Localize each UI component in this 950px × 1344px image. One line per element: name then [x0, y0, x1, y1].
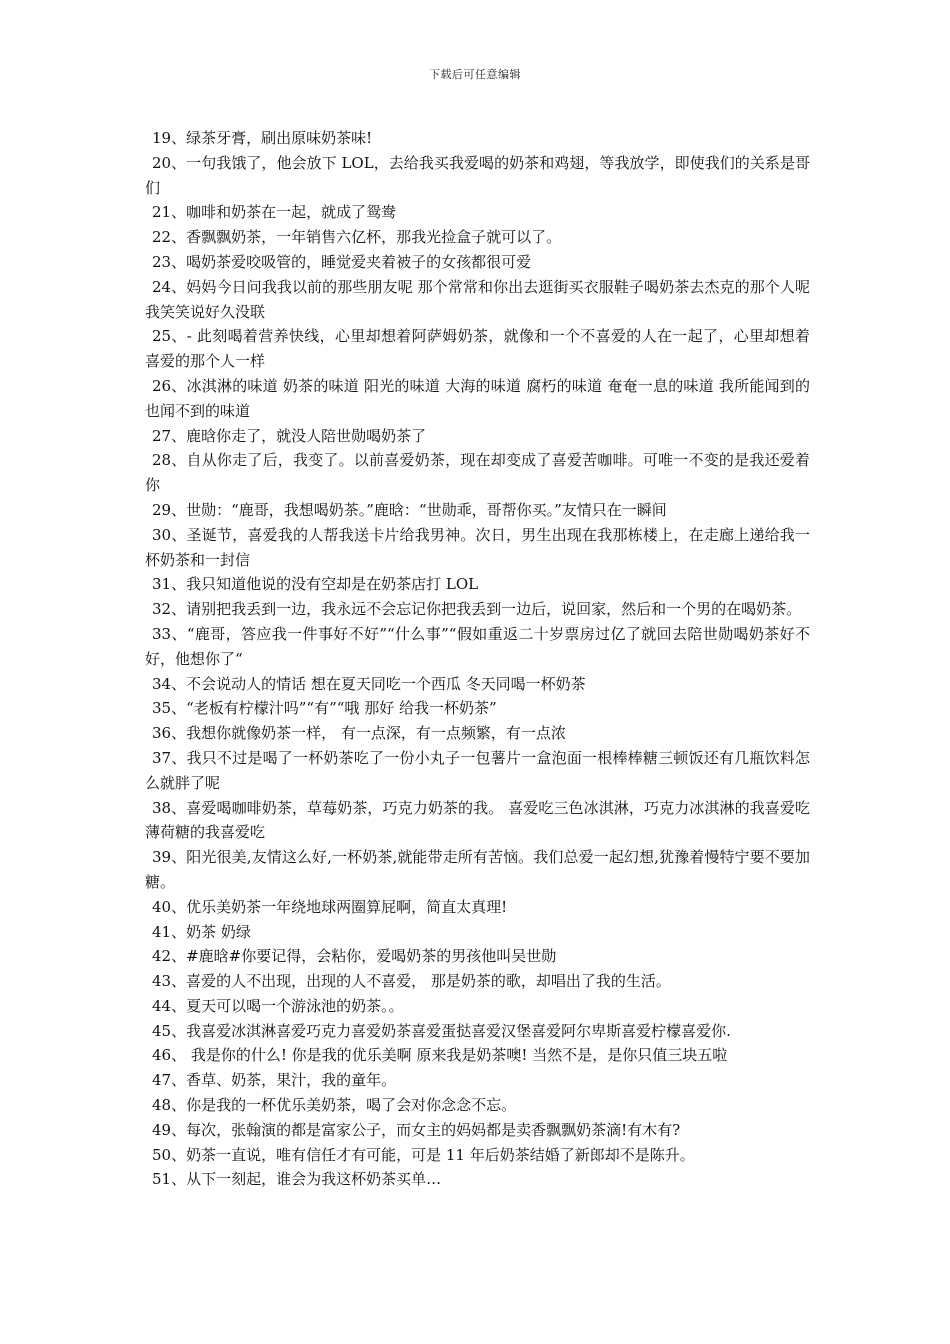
list-item: 36、我想你就像奶茶一样， 有一点深，有一点频繁，有一点浓	[152, 724, 566, 743]
list-item: 34、不会说动人的情话 想在夏天同吃一个西瓜 冬天同喝一杯奶茶	[152, 674, 586, 693]
list-item: 24、妈妈今日问我我以前的那些朋友呢 那个常常和你出去逛街买衣服鞋子喝奶茶去杰克的那个人呢 我笑笑说好久没联	[145, 277, 810, 321]
list-item: 44、夏天可以喝一个游泳池的奶茶。。	[152, 996, 404, 1015]
list-item: 37、我只不过是喝了一杯奶茶吃了一份小丸子一包薯片一盒泡面一根棒棒糖三顿饭还有几瓶饮料怎么就胖了呢	[145, 748, 810, 792]
list-item: 43、喜爱的人不出现，出现的人不喜爱， 那是奶茶的歌，却唱出了我的生活。	[152, 972, 671, 991]
list-item: 35、“老板有柠檬汁吗”“有”“哦 那好 给我一杯奶茶”	[152, 699, 497, 718]
list-item: 29、世勋：“鹿哥，我想喝奶茶。”鹿晗：“世勋乖，哥帮你买。”友情只在一瞬间	[152, 500, 667, 519]
list-item: 26、冰淇淋的味道 奶茶的味道 阳光的味道 大海的味道 腐朽的味道 奄奄一息的味道 我所能闻到的也闻不到的味道	[145, 376, 810, 420]
list-item: 45、我喜爱冰淇淋喜爱巧克力喜爱奶茶喜爱蛋挞喜爱汉堡喜爱阿尔卑斯喜爱柠檬喜爱你.	[152, 1021, 731, 1040]
list-item: 39、阳光很美,友情这么好,一杯奶茶,就能带走所有苦恼。我们总爱一起幻想,犹豫着慢特宁要不要加糖。	[145, 848, 810, 891]
list-item: 40、优乐美奶茶一年绕地球两圈算屁啊，简直太真理!	[152, 897, 508, 916]
list-item: 30、圣诞节，喜爱我的人帮我送卡片给我男神。次日，男生出现在我那栋楼上，在走廊上递给我一杯奶茶和一封信	[145, 525, 810, 569]
list-item: 19、绿茶牙膏，刷出原味奶茶味!	[152, 129, 373, 147]
list-item: 51、从下一刻起，谁会为我这杯奶茶买单…	[152, 1170, 442, 1189]
list-item: 22、香飘飘奶茶，一年销售六亿杯，那我光捡盒子就可以了。	[152, 228, 562, 247]
list-item: 21、咖啡和奶茶在一起，就成了鸳鸯	[152, 203, 397, 222]
list-item: 38、喜爱喝咖啡奶茶，草莓奶茶，巧克力奶茶的我。 喜爱吃三色冰淇淋，巧克力冰淇淋的我喜爱吃薄荷糖的我喜爱吃	[145, 798, 810, 842]
list-item: 41、奶茶 奶绿	[152, 922, 251, 941]
list-item: 27、鹿晗你走了，就没人陪世勋喝奶茶了	[152, 426, 427, 445]
list-item: 23、喝奶茶爱咬吸管的，睡觉爱夹着被子的女孩都很可爱	[152, 252, 532, 271]
list-item: 33、“鹿哥，答应我一件事好不好”“什么事”“假如重返二十岁票房过亿了就回去陪世勋喝奶茶好不好，他想你了“	[145, 624, 810, 668]
list-item: 46、 我是你的什么! 你是我的优乐美啊 原来我是奶茶噢! 当然不是，是你只值三块五啦	[152, 1046, 728, 1065]
list-item: 32、请别把我丢到一边，我永远不会忘记你把我丢到一边后，说回家，然后和一个男的在喝奶茶。	[152, 600, 802, 619]
list-item: 28、自从你走了后，我变了。以前喜爱奶茶，现在却变成了喜爱苦咖啡。可唯一不变的是我还爱着你	[145, 451, 810, 495]
list-item: 31、我只知道他说的没有空却是在奶茶店打 LOL	[152, 575, 479, 594]
page-header: 下载后可任意编辑	[429, 68, 521, 81]
list-item: 42、#鹿晗#你要记得，会粘你，爱喝奶茶的男孩他叫吴世勋	[152, 947, 557, 966]
list-item: 50、奶茶一直说，唯有信任才有可能，可是 11 年后奶茶结婚了新郎却不是陈升。	[152, 1145, 695, 1164]
list-item: 48、你是我的一杯优乐美奶茶，喝了会对你念念不忘。	[152, 1096, 517, 1115]
list-item: 47、香草、奶茶，果汁，我的童年。	[152, 1071, 397, 1090]
list-item: 20、一句我饿了，他会放下 LOL，去给我买我爱喝的奶茶和鸡翅，等我放学，即使我们的关系是哥们	[145, 153, 810, 197]
document-body	[145, 126, 810, 1192]
list-item: 25、- 此刻喝着营养快线，心里却想着阿萨姆奶茶，就像和一个不喜爱的人在一起了，心里却想着喜爱的那个人一样	[145, 327, 810, 371]
list-item: 49、每次，张翰演的都是富家公子，而女主的妈妈都是卖香飘飘奶茶滴!有木有?	[152, 1120, 681, 1139]
